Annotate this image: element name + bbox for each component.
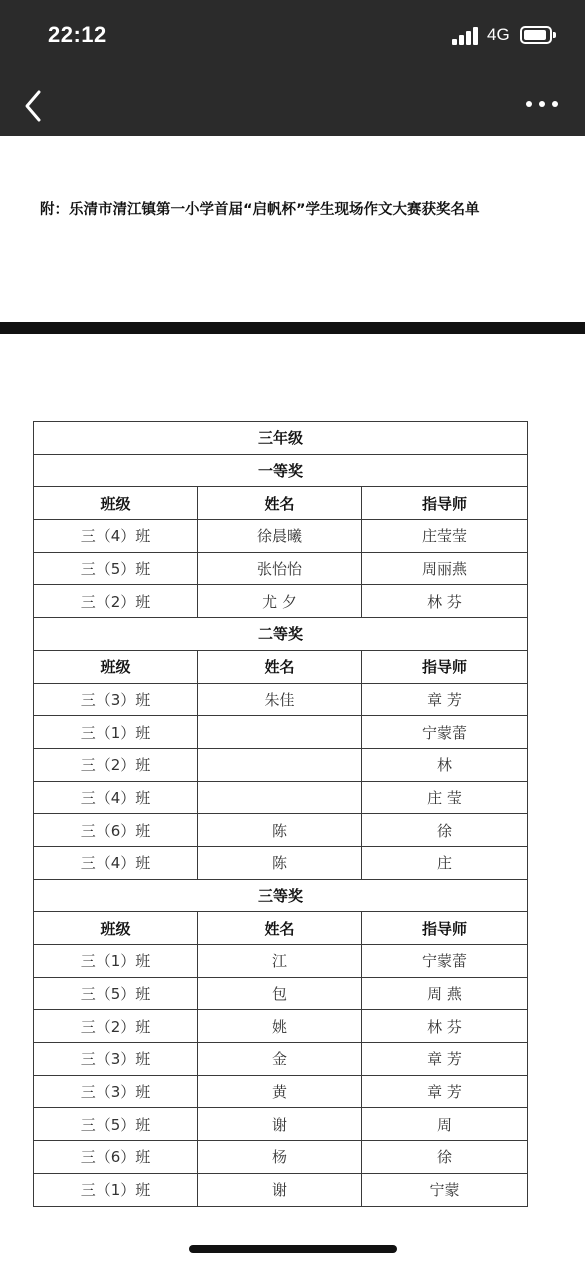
cell-teacher: 庄 — [362, 846, 528, 879]
cell-teacher: 宁蒙蕾 — [362, 945, 528, 978]
table-row — [34, 912, 528, 945]
status-time: 22:12 — [48, 22, 107, 47]
cell-class: 三（3）班 — [34, 1043, 198, 1076]
table-row — [34, 846, 528, 879]
cell-class: 三（2）班 — [34, 585, 198, 618]
table-row — [34, 1043, 528, 1076]
cell-student-name: 徐晨曦 — [198, 520, 362, 553]
table-row — [34, 1141, 528, 1174]
table-row — [34, 650, 528, 683]
table-row — [34, 1075, 528, 1108]
column-header-name: 姓名 — [198, 487, 362, 520]
cell-class: 三（1）班 — [34, 945, 198, 978]
cell-teacher: 周丽燕 — [362, 552, 528, 585]
table-row — [34, 945, 528, 978]
cell-student-name: 谢 — [198, 1173, 362, 1206]
column-header-teacher: 指导师 — [362, 487, 528, 520]
section-row — [34, 879, 528, 912]
cell-teacher: 林 芬 — [362, 585, 528, 618]
cell-student-name: 朱佳 — [198, 683, 362, 716]
cell-class: 三（1）班 — [34, 716, 198, 749]
cell-class: 三（5）班 — [34, 552, 198, 585]
cell-class: 三（6）班 — [34, 814, 198, 847]
award-level-heading: 二等奖 — [34, 618, 528, 651]
cell-student-name: 陈 — [198, 846, 362, 879]
cell-class: 三（3）班 — [34, 1075, 198, 1108]
table-row — [34, 552, 528, 585]
cell-teacher: 徐 — [362, 1141, 528, 1174]
cell-class: 三（5）班 — [34, 977, 198, 1010]
cell-teacher: 庄 莹 — [362, 781, 528, 814]
column-header-teacher: 指导师 — [362, 650, 528, 683]
award-level-heading: 三等奖 — [34, 879, 528, 912]
cell-student-name: 张怡怡 — [198, 552, 362, 585]
cell-student-name: 谢 — [198, 1108, 362, 1141]
cell-student-name: 陈 — [198, 814, 362, 847]
cell-student-name: 尤 夕 — [198, 585, 362, 618]
table-row — [34, 1173, 528, 1206]
table-row — [34, 520, 528, 553]
cell-student-name: 江 — [198, 945, 362, 978]
column-header-name: 姓名 — [198, 912, 362, 945]
column-header-name: 姓名 — [198, 650, 362, 683]
cell-student-name: 金 — [198, 1043, 362, 1076]
cell-teacher: 宁蒙 — [362, 1173, 528, 1206]
battery-icon — [520, 26, 552, 44]
award-level-heading: 一等奖 — [34, 454, 528, 487]
cell-class: 三（1）班 — [34, 1173, 198, 1206]
cell-student-name: 姚 — [198, 1010, 362, 1043]
table-row — [34, 683, 528, 716]
section-row — [34, 454, 528, 487]
table-row — [34, 977, 528, 1010]
column-header-teacher: 指导师 — [362, 912, 528, 945]
cell-teacher: 宁蒙蕾 — [362, 716, 528, 749]
cell-class: 三（3）班 — [34, 683, 198, 716]
signal-icon — [452, 27, 480, 45]
section-row — [34, 618, 528, 651]
section-divider — [0, 322, 585, 334]
table-row — [34, 1108, 528, 1141]
nav-bar — [0, 75, 585, 136]
cell-teacher: 林 — [362, 748, 528, 781]
award-table — [33, 421, 528, 1207]
cell-student-name: 杨 — [198, 1141, 362, 1174]
table-row — [34, 1010, 528, 1043]
grade-heading: 三年级 — [34, 422, 528, 455]
cell-class: 三（5）班 — [34, 1108, 198, 1141]
cell-class: 三（2）班 — [34, 1010, 198, 1043]
more-dots-icon[interactable] — [526, 99, 558, 111]
cell-student-name — [198, 781, 362, 814]
cell-teacher: 章 芳 — [362, 683, 528, 716]
network-type: 4G — [487, 25, 510, 44]
award-table-body — [34, 422, 528, 1207]
section-row — [34, 422, 528, 455]
chevron-left-icon[interactable] — [22, 89, 52, 123]
cell-class: 三（2）班 — [34, 748, 198, 781]
cell-teacher: 徐 — [362, 814, 528, 847]
column-header-class: 班级 — [34, 650, 198, 683]
table-row — [34, 585, 528, 618]
document-title: 附：乐清市清江镇第一小学首届“启帆杯”学生现场作文大赛获奖名单 — [40, 202, 480, 218]
cell-teacher: 周 燕 — [362, 977, 528, 1010]
cell-student-name: 包 — [198, 977, 362, 1010]
cell-student-name — [198, 716, 362, 749]
status-bar — [0, 0, 585, 75]
cell-class: 三（4）班 — [34, 781, 198, 814]
document-header — [0, 136, 585, 322]
table-row — [34, 748, 528, 781]
cell-teacher: 周 — [362, 1108, 528, 1141]
cell-teacher: 庄莹莹 — [362, 520, 528, 553]
cell-teacher: 林 芬 — [362, 1010, 528, 1043]
table-row — [34, 814, 528, 847]
column-header-class: 班级 — [34, 912, 198, 945]
cell-student-name: 黄 — [198, 1075, 362, 1108]
cell-class: 三（4）班 — [34, 520, 198, 553]
home-indicator[interactable] — [189, 1245, 397, 1253]
table-row — [34, 781, 528, 814]
table-row — [34, 716, 528, 749]
cell-teacher: 章 芳 — [362, 1075, 528, 1108]
cell-class: 三（6）班 — [34, 1141, 198, 1174]
table-row — [34, 487, 528, 520]
column-header-class: 班级 — [34, 487, 198, 520]
cell-class: 三（4）班 — [34, 846, 198, 879]
cell-teacher: 章 芳 — [362, 1043, 528, 1076]
cell-student-name — [198, 748, 362, 781]
